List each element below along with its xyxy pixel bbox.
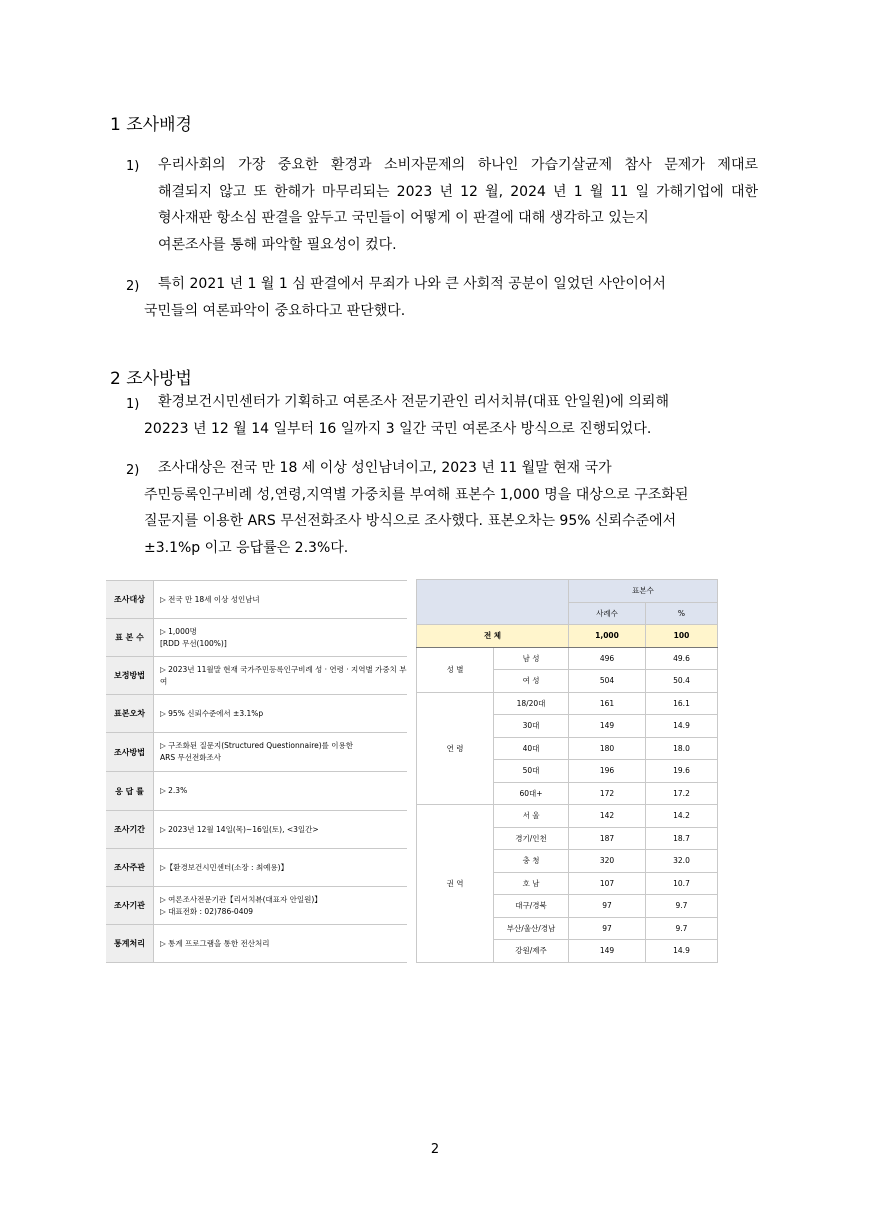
row-count: 180	[569, 737, 646, 760]
info-label: 조사대상	[106, 581, 154, 619]
info-value-line: ▷ 전국 만 18세 이상 성인남녀	[160, 594, 260, 604]
row-label: 여 성	[494, 670, 569, 693]
info-value-line: ▷ 구조화된 질문지(Structured Questionnaire)를 이용한	[160, 741, 354, 750]
section2-item2-text	[144, 455, 758, 561]
table-header-row	[417, 580, 718, 603]
row-pct: 18.0	[646, 737, 718, 760]
header-count: 사례수	[569, 602, 646, 625]
text-line: 주민등록인구비례 성,연령,지역별 가중치를 부여해 표본수 1,000 명을 대상으로 구조화된	[144, 486, 689, 503]
row-count: 97	[569, 895, 646, 918]
info-value	[154, 657, 408, 695]
table-row	[106, 657, 407, 695]
text-line: 국민들의 여론파악이 중요하다고 판단했다.	[144, 302, 406, 319]
info-value	[154, 925, 408, 963]
row-label: 30대	[494, 715, 569, 738]
info-label: 표본오차	[106, 695, 154, 733]
group-label: 권 역	[417, 805, 494, 963]
section2-item1-num: 1)	[126, 397, 140, 412]
row-pct: 9.7	[646, 895, 718, 918]
row-count: 196	[569, 760, 646, 783]
row-pct: 19.6	[646, 760, 718, 783]
section2-heading: 2 조사방법	[110, 369, 192, 389]
row-label: 50대	[494, 760, 569, 783]
info-value	[154, 811, 408, 849]
table-row	[417, 692, 718, 715]
text-line: 우리사회의 가장 중요한 환경과 소비자문제의 하나인 가습기살균제 참사 문제가 제대로	[158, 157, 758, 173]
row-count: 187	[569, 827, 646, 850]
header-blank	[417, 580, 569, 625]
row-count: 97	[569, 917, 646, 940]
row-count: 149	[569, 940, 646, 963]
total-count: 1,000	[569, 625, 646, 648]
text-line: 조사대상은 전국 만 18 세 이상 성인남녀이고, 2023 년 11 월말 현재 국가	[158, 460, 612, 476]
info-value-line: ▷【환경보건시민센터(소장 : 최예용)】	[160, 862, 289, 872]
info-value-line: ▷ 95% 신뢰수준에서 ±3.1%p	[160, 708, 264, 718]
row-pct: 14.9	[646, 940, 718, 963]
table-row	[106, 772, 407, 811]
table-row	[106, 925, 407, 963]
row-count: 107	[569, 872, 646, 895]
table-row	[106, 887, 407, 925]
info-value	[154, 733, 408, 772]
group-label: 연 령	[417, 692, 494, 805]
info-label: 보정방법	[106, 657, 154, 695]
section1-item2-num: 2)	[126, 279, 140, 294]
row-label: 호 남	[494, 872, 569, 895]
row-count: 161	[569, 692, 646, 715]
text-line: ±3.1%p 이고 응답률은 2.3%다.	[144, 539, 349, 556]
row-pct: 9.7	[646, 917, 718, 940]
table-row	[106, 695, 407, 733]
row-label: 대구/경북	[494, 895, 569, 918]
table-row	[417, 647, 718, 670]
row-count: 504	[569, 670, 646, 693]
text-line: 20223 년 12 월 14 일부터 16 일까지 3 일간 국민 여론조사 방식으로 진행되었다.	[144, 420, 652, 437]
table-row	[106, 581, 407, 619]
text-line: 해결되지 않고 또 한해가 마무리되는 2023 년 12 월, 2024 년 1 월 11 일 가해기업에 대한	[158, 183, 758, 200]
row-count: 142	[569, 805, 646, 828]
section1-item1-num: 1)	[126, 159, 140, 174]
row-pct: 17.2	[646, 782, 718, 805]
row-label: 18/20대	[494, 692, 569, 715]
info-label: 조사주관	[106, 849, 154, 887]
text-line: 환경보건시민센터가 기획하고 여론조사 전문기관인 리서치뷰(대표 안일원)에 의뢰해	[158, 394, 669, 410]
info-value-line: ▷ 2023년 11월말 현재 국가주민등록인구비례 성 · 연령 · 지역별 가중치 부여	[160, 664, 407, 686]
table-row-total	[417, 625, 718, 648]
survey-info-table	[106, 580, 407, 963]
info-label: 조사방법	[106, 733, 154, 772]
info-value-line: ▷ 통계 프로그램을 통한 전산처리	[160, 938, 270, 948]
row-pct: 16.1	[646, 692, 718, 715]
row-count: 149	[569, 715, 646, 738]
info-value-line: [RDD 무선(100%)]	[160, 638, 227, 648]
table-row	[106, 849, 407, 887]
section1-item1-text	[158, 152, 758, 258]
table-row	[106, 811, 407, 849]
row-label: 40대	[494, 737, 569, 760]
text-line: 질문지를 이용한 ARS 무선전화조사 방식으로 조사했다. 표본오차는 95% 신뢰수준에서	[144, 513, 677, 529]
info-value-line: ▷ 대표전화 : 02)786-0409	[160, 906, 254, 916]
row-label: 경기/인천	[494, 827, 569, 850]
section2-item2-num: 2)	[126, 463, 140, 478]
row-label: 남 성	[494, 647, 569, 670]
section1-heading: 1 조사배경	[110, 115, 192, 135]
row-label: 충 청	[494, 850, 569, 873]
info-value	[154, 695, 408, 733]
section1-item2-text	[144, 271, 758, 324]
text-line: 형사재판 항소심 판결을 앞두고 국민들이 어떻게 이 판결에 대해 생각하고 있는지	[158, 210, 649, 226]
table-row	[106, 733, 407, 772]
sample-distribution-table	[416, 579, 718, 963]
info-value	[154, 887, 408, 925]
info-value-line: ▷ 2.3%	[160, 786, 188, 795]
row-count: 172	[569, 782, 646, 805]
info-label: 조사기간	[106, 811, 154, 849]
info-value-line: ▷ 2023년 12월 14일(목)~16일(토), <3일간>	[160, 824, 319, 834]
text-line: 특히 2021 년 1 월 1 심 판결에서 무죄가 나와 큰 사회적 공분이 일었던 사안이어서	[158, 276, 666, 292]
row-label: 서 울	[494, 805, 569, 828]
info-label: 응 답 률	[106, 772, 154, 811]
section2-item1-text	[144, 389, 758, 442]
row-label: 부산/울산/경남	[494, 917, 569, 940]
total-pct: 100	[646, 625, 718, 648]
info-value-line: ▷ 여론조사전문기관【리서치뷰(대표자 안일원)】	[160, 894, 322, 904]
row-label: 60대+	[494, 782, 569, 805]
row-pct: 14.9	[646, 715, 718, 738]
info-label: 조사기관	[106, 887, 154, 925]
table-row	[417, 805, 718, 828]
table-row	[106, 619, 407, 657]
header-percent: %	[646, 602, 718, 625]
row-pct: 18.7	[646, 827, 718, 850]
info-value	[154, 619, 408, 657]
row-count: 320	[569, 850, 646, 873]
info-value	[154, 581, 408, 619]
row-count: 496	[569, 647, 646, 670]
info-value	[154, 849, 408, 887]
group-label: 성 별	[417, 647, 494, 692]
row-pct: 10.7	[646, 872, 718, 895]
row-pct: 14.2	[646, 805, 718, 828]
info-label: 통계처리	[106, 925, 154, 963]
header-sample-count: 표본수	[569, 580, 718, 603]
total-label: 전 체	[417, 625, 569, 648]
text-line: 여론조사를 통해 파악할 필요성이 컸다.	[158, 236, 397, 253]
page-number: 2	[430, 1142, 440, 1157]
row-pct: 50.4	[646, 670, 718, 693]
info-value-line: ▷ 1,000명	[160, 626, 197, 636]
row-label: 강원/제주	[494, 940, 569, 963]
row-pct: 32.0	[646, 850, 718, 873]
row-pct: 49.6	[646, 647, 718, 670]
info-label: 표 본 수	[106, 619, 154, 657]
info-value	[154, 772, 408, 811]
info-value-line: ARS 무선전화조사	[160, 753, 221, 762]
